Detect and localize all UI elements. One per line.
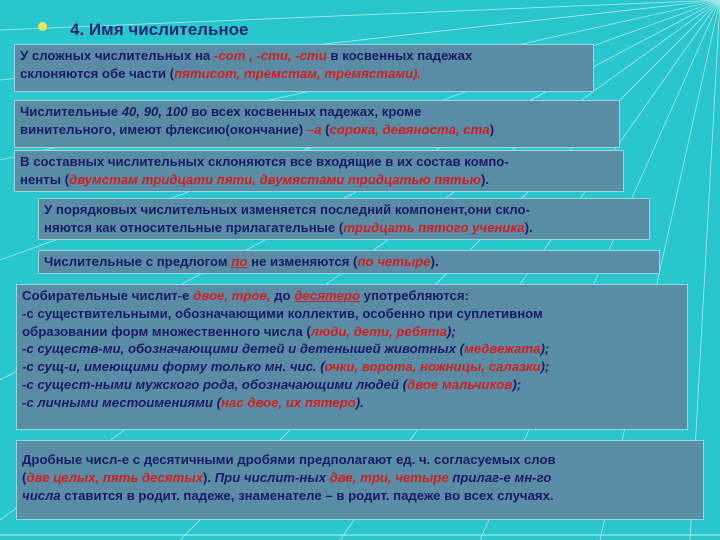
block-40-90-100 — [14, 100, 620, 148]
block6-line6: -с сущест-ными мужского рода, обозначающими людей (двое мальчиков); — [22, 377, 522, 393]
block7-line3: числа ставится в родит. падеже, знаменателе – в родит. падеже во всех случаях. — [22, 487, 554, 503]
block4-line2: няются как относительные прилагательные (тридцать пятого ученика). — [44, 219, 533, 235]
block1-line1: У сложных числительных на -сот , -сти, -сти в косвенных падежах — [20, 48, 473, 63]
block3-line2: ненты (двумстам тридцати пяти, двумястами тридцатью пятью). — [20, 171, 490, 187]
block6-line3: образовании форм множественного числа (люди, дети, ребята); — [22, 323, 456, 339]
block2-line1: Числительные 40, 90, 100 во всех косвенных падежах, кроме — [20, 104, 422, 119]
title-bullet-icon — [38, 22, 47, 31]
block-fractional-numerals — [16, 440, 704, 520]
block4-line1: У порядковых числительных изменяется последний компонент,они скло- — [44, 202, 530, 217]
block6-line5: -с сущ-и, имеющими форму только мн. чис. (очки, ворота, ножницы, салазки); — [22, 359, 550, 375]
block-composite-numerals — [14, 150, 624, 192]
block6-line2: -с существительными, обозначающими коллектив, особенно при суплетивном — [22, 305, 543, 321]
block-collective-numerals — [16, 284, 688, 430]
block-compound-numerals — [14, 44, 594, 92]
block-ordinal-numerals — [38, 198, 650, 240]
block1-line2: склоняются обе части (пятисот, тремстам, тремястами). — [20, 65, 422, 81]
page-title: 4. Имя числительное — [70, 20, 249, 39]
block3-line1: В составных числительных склоняются все входящие в их состав компо- — [20, 154, 509, 169]
block6-line4: -с существ-ми, обозначающими детей и детенышей животных (медвежата); — [22, 341, 550, 357]
block6-line7: -с личными местоимениями (нас двое, их пятеро). — [22, 394, 364, 410]
block6-line1: Собирательные числит-е двое, трое, до десятеро употребляются: — [22, 288, 469, 303]
block2-line2: винительного, имеют флексию(окончание) –а (сорока, девяноста, ста) — [20, 121, 495, 137]
block7-line1: Дробные числ-е с десятичными дробями предполагают ед. ч. согласуемых слов — [22, 452, 556, 467]
block-preposition-po: Числительные с предлогом по не изменяются (по четыре). — [38, 250, 660, 274]
block7-line2: (две целых, пять десятых). При числит-ных две, три, четыре прилаг-е мн-го — [22, 469, 552, 485]
